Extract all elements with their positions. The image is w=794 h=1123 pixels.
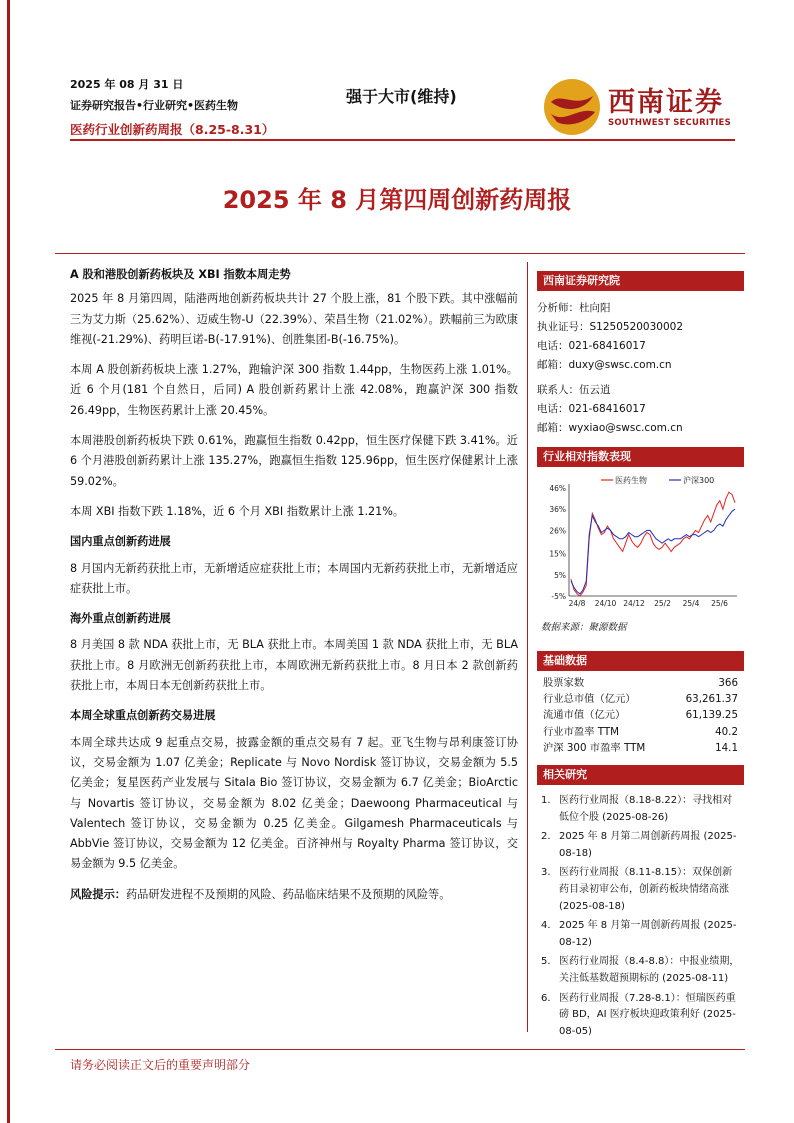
related-text: 医药行业周报（8.18-8.22）：寻找相对低位个股 (2025-08-26): [559, 795, 733, 823]
logo-text-en: SOUTHWEST SECURITIES: [608, 118, 731, 128]
related-item[interactable]: [541, 865, 740, 915]
contact-line: 邮箱：wyxiao@swsc.com.cn: [537, 422, 683, 434]
sidebar-heading: 行业相对指数表现: [537, 447, 744, 467]
basic-value: 40.2: [715, 725, 738, 738]
related-item[interactable]: [541, 793, 740, 826]
report-type: 证券研究报告•行业研究•医药生物: [70, 99, 239, 112]
related-num: 1.: [541, 795, 551, 806]
y-tick-label: 36%: [549, 505, 566, 515]
basic-value: 63,261.37: [685, 693, 738, 706]
related-text: 医药行业周报（8.11-8.15）：双保创新药目录初审公布，创新药板块情绪高涨 (2025-08-18): [559, 867, 733, 912]
y-tick-label: 46%: [549, 484, 566, 493]
report-series: 医药行业创新药周报（8.25-8.31）: [70, 122, 275, 137]
perf-panel: [537, 447, 744, 467]
x-tick-label: 25/4: [682, 599, 700, 608]
related-list: [537, 793, 744, 1040]
related-item[interactable]: [541, 918, 740, 951]
legend-label: 沪深300: [683, 476, 715, 485]
left-accent-bar: [7, 0, 10, 1123]
basic-label: 流通市值（亿元）: [543, 709, 626, 722]
basic-label: 行业市盈率 TTM: [543, 725, 620, 738]
basic-row: [543, 707, 738, 723]
series-line-pharma: [571, 492, 735, 596]
paragraph: 2025 年 8 月第四周，陆港两地创新药板块共计 27 个股上涨，81 个股下跌。其中涨幅前三为艾力斯（25.62%）、迈威生物-U（22.39%）、荣昌生物（21.02%）。跌幅前三为欧康维视(-21.29%)、药明巨诺-B(-17.91%)、创胜集团-B(-16.75%)。: [70, 292, 518, 346]
x-tick-label: 24/12: [623, 599, 645, 608]
section-title: 本周全球重点创新药交易进展: [70, 709, 216, 723]
analyst-line: 分析师：杜向阳: [537, 302, 611, 314]
basic-row: [543, 740, 738, 756]
analyst-line: 执业证号：S1250520030002: [537, 321, 684, 333]
related-num: 3.: [541, 867, 551, 879]
related-text: 2025 年 8 月第二周创新药周报 (2025-08-18): [559, 831, 737, 859]
related-panel: [537, 765, 744, 1043]
y-tick-label: -5%: [551, 592, 566, 601]
contact-line: 电话：021-68416017: [537, 403, 646, 415]
related-text: 医药行业周报（7.28-8.1）：恒瑞医药重磅 BD，AI 医疗板块迎政策利好 (2025-08-05): [559, 992, 736, 1037]
sidebar-heading: 西南证券研究院: [537, 271, 744, 291]
risk-label: 风险提示：: [70, 887, 126, 901]
logo-emblem-icon: [543, 78, 601, 136]
paragraph: 8 月国内无新药获批上市，无新增适应症获批上市；本周国内无新药获批上市，无新增适应症获批上市。: [70, 561, 518, 595]
related-text: 2025 年 8 月第一周创新药周报 (2025-08-12): [559, 920, 737, 948]
section-title: A 股和港股创新药板块及 XBI 指数本周走势: [70, 268, 291, 281]
report-date: 2025 年 08 月 31 日: [70, 78, 184, 91]
risk-text: 药品研发进程不及预期的风险、药品临床结果不及预期的风险等。: [125, 887, 451, 901]
sidebar-heading: 基础数据: [537, 651, 744, 671]
page-title: 2025 年 8 月第四周创新药周报: [222, 186, 572, 214]
y-tick-label: 5%: [554, 570, 566, 580]
chart-source: 数据来源：聚源数据: [541, 622, 627, 633]
related-num: 4.: [541, 920, 551, 932]
basic-value: 366: [718, 677, 738, 689]
related-item[interactable]: [541, 829, 740, 862]
basic-row: [543, 691, 738, 707]
basic-data-table: [537, 675, 744, 756]
paragraph: 本周 A 股创新药板块上涨 1.27%，跑输沪深 300 指数 1.44pp，生物医药上涨 1.01%。近 6 个月(181 个自然日，后同) A 股创新药累计上涨 42.08%，跑赢沪深 300 指数 26.49pp，生物医药累计上涨 20.45%。: [70, 363, 518, 417]
risk-paragraph: [70, 885, 518, 905]
basic-label: 沪深 300 市盈率 TTM: [543, 741, 646, 754]
related-num: 2.: [541, 831, 551, 843]
basic-row: [543, 675, 738, 691]
analyst-line: 电话：021-68416017: [537, 340, 646, 352]
basic-value: 61,139.25: [685, 709, 738, 722]
basic-value: 14.1: [715, 741, 738, 754]
rating: 强于大市(维持): [346, 87, 457, 106]
related-num: 5.: [541, 956, 551, 968]
paragraph: 本周港股创新药板块下跌 0.61%，跑赢恒生指数 0.42pp，恒生医疗保健下跌 3.41%。近 6 个月港股创新药累计上涨 135.27%，跑赢恒生指数 125.96pp，恒生医疗保健累计上涨 59.02%。: [70, 434, 518, 488]
y-tick-label: 26%: [549, 526, 566, 536]
footer-disclaimer: 请务必阅读正文后的重要声明部分: [70, 1058, 251, 1072]
section-title: 国内重点创新药进展: [70, 535, 171, 549]
title-rule: [55, 253, 745, 254]
analyst-block: [537, 299, 744, 438]
basic-label: 行业总市值（亿元）: [543, 693, 636, 706]
basic-panel: [537, 651, 744, 756]
section-title: 海外重点创新药进展: [70, 612, 171, 626]
legend-label: 医药生物: [615, 476, 647, 485]
main-content: [70, 265, 518, 915]
related-num: 6.: [541, 992, 551, 1004]
related-item[interactable]: [541, 954, 740, 987]
contact-line: 联系人：伍云逍: [537, 384, 611, 396]
header-rule: [70, 139, 735, 141]
x-tick-label: 24/10: [594, 599, 617, 608]
related-item[interactable]: [541, 991, 740, 1041]
analyst-line: 邮箱：duxy@swsc.com.cn: [537, 359, 672, 371]
sidebar: [537, 271, 744, 438]
x-tick-label: 25/2: [654, 599, 671, 608]
logo-text-cn: 西南证券: [608, 87, 724, 118]
footer-rule: [55, 1049, 745, 1050]
paragraph: 本周 XBI 指数下跌 1.18%，近 6 个月 XBI 指数累计上涨 1.21%。: [70, 504, 405, 518]
sidebar-heading: 相关研究: [537, 765, 744, 785]
basic-row: [543, 724, 738, 740]
paragraph: 本周全球共达成 9 起重点交易，披露金额的重点交易有 7 起。亚飞生物与昂利康签订协议，交易金额为 1.07 亿美金；Replicate 与 Novo Nordisk 签订协议，交易金额为 5.5 亿美金；复星医药产业发展与 Sitala Bio 签订协议，交易金额为 6.7 亿美金；BioArctic 与 Novartis 签订协议，交易金额为 8.02 亿美金；Daewoong Pharmaceutical 与 Valentech 签订协议，交易金额为 0.25 亿美金。Gilgamesh Pharmaceuticals 与 AbbVie 签订协议，交易金额为 12 亿美金。百济神州与 Royalty Pharma 签订协议，交易金额为 9.5 亿美金。: [70, 735, 518, 871]
paragraph: 8 月美国 8 款 NDA 获批上市，无 BLA 获批上市。本周美国 1 款 NDA 获批上市，无 BLA 获批上市。8 月欧洲无创新药获批上市，本周欧洲无新药获批上市。8 月日本 2 款创新药获批上市，本周日本无创新药获批上市。: [70, 638, 518, 693]
relative-index-chart: [537, 470, 744, 615]
x-tick-label: 24/8: [568, 599, 586, 608]
related-text: 医药行业周报（8.4-8.8）：中报业绩期，关注低基数超预期标的 (2025-08-11): [559, 956, 740, 984]
basic-label: 股票家数: [543, 677, 585, 689]
column-divider: [527, 262, 528, 1032]
y-tick-label: 15%: [549, 549, 566, 559]
x-tick-label: 25/6: [711, 599, 728, 608]
